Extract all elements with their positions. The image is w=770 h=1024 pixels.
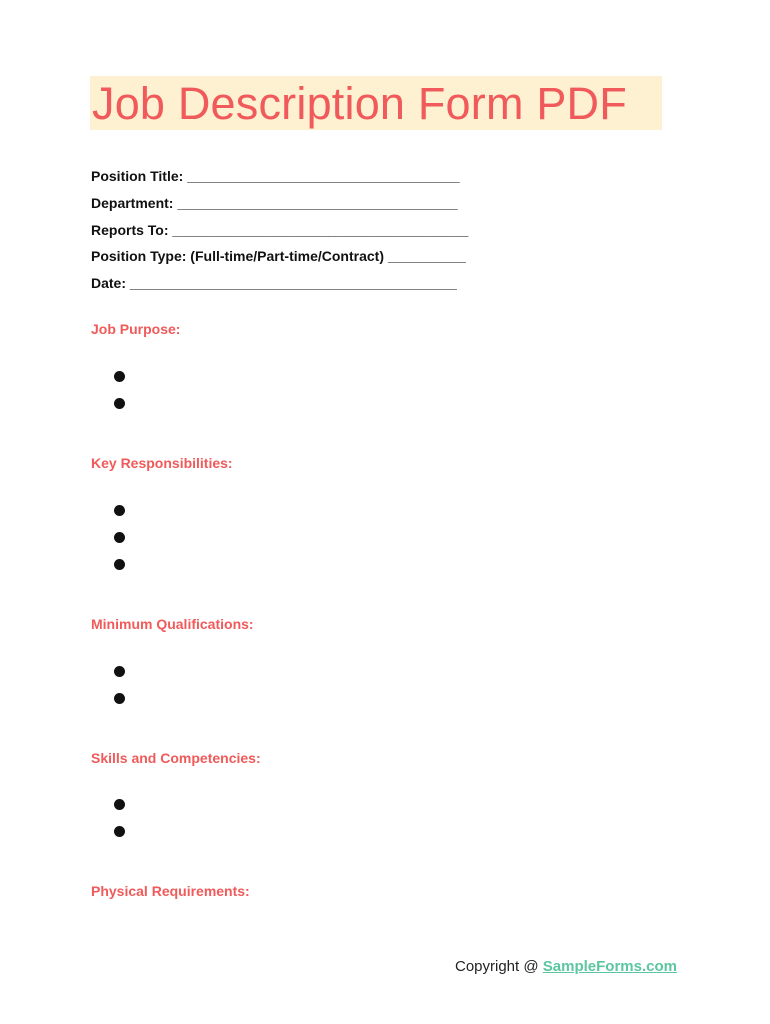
minimum-qualifications-bullet <box>114 693 125 704</box>
title-highlight <box>90 76 662 130</box>
key-responsibilities-heading: Key Responsibilities: <box>91 455 233 471</box>
job-purpose-bullet <box>114 398 125 409</box>
job-purpose-bullet <box>114 371 125 382</box>
position-title-field[interactable]: Position Title: ___________________________________ <box>91 168 460 184</box>
position-type-field[interactable]: Position Type: (Full-time/Part-time/Contract) __________ <box>91 248 466 264</box>
department-field[interactable]: Department: ____________________________________ <box>91 195 458 211</box>
date-field[interactable]: Date: __________________________________________ <box>91 275 457 291</box>
skills-competencies-heading: Skills and Competencies: <box>91 750 261 766</box>
minimum-qualifications-bullet <box>114 666 125 677</box>
copyright-footer <box>455 958 677 975</box>
key-responsibilities-bullet <box>114 505 125 516</box>
key-responsibilities-bullet <box>114 559 125 570</box>
physical-requirements-heading: Physical Requirements: <box>91 883 250 899</box>
reports-to-field[interactable]: Reports To: ______________________________________ <box>91 222 469 238</box>
page-title: Job Description Form PDF <box>92 78 627 129</box>
key-responsibilities-bullet <box>114 532 125 543</box>
skills-competencies-bullet <box>114 799 125 810</box>
skills-competencies-bullet <box>114 826 125 837</box>
job-purpose-heading: Job Purpose: <box>91 321 181 337</box>
minimum-qualifications-heading: Minimum Qualifications: <box>91 616 254 632</box>
copyright-text: Copyright @ <box>455 958 543 975</box>
brand-link[interactable]: SampleForms.com <box>542 958 677 975</box>
